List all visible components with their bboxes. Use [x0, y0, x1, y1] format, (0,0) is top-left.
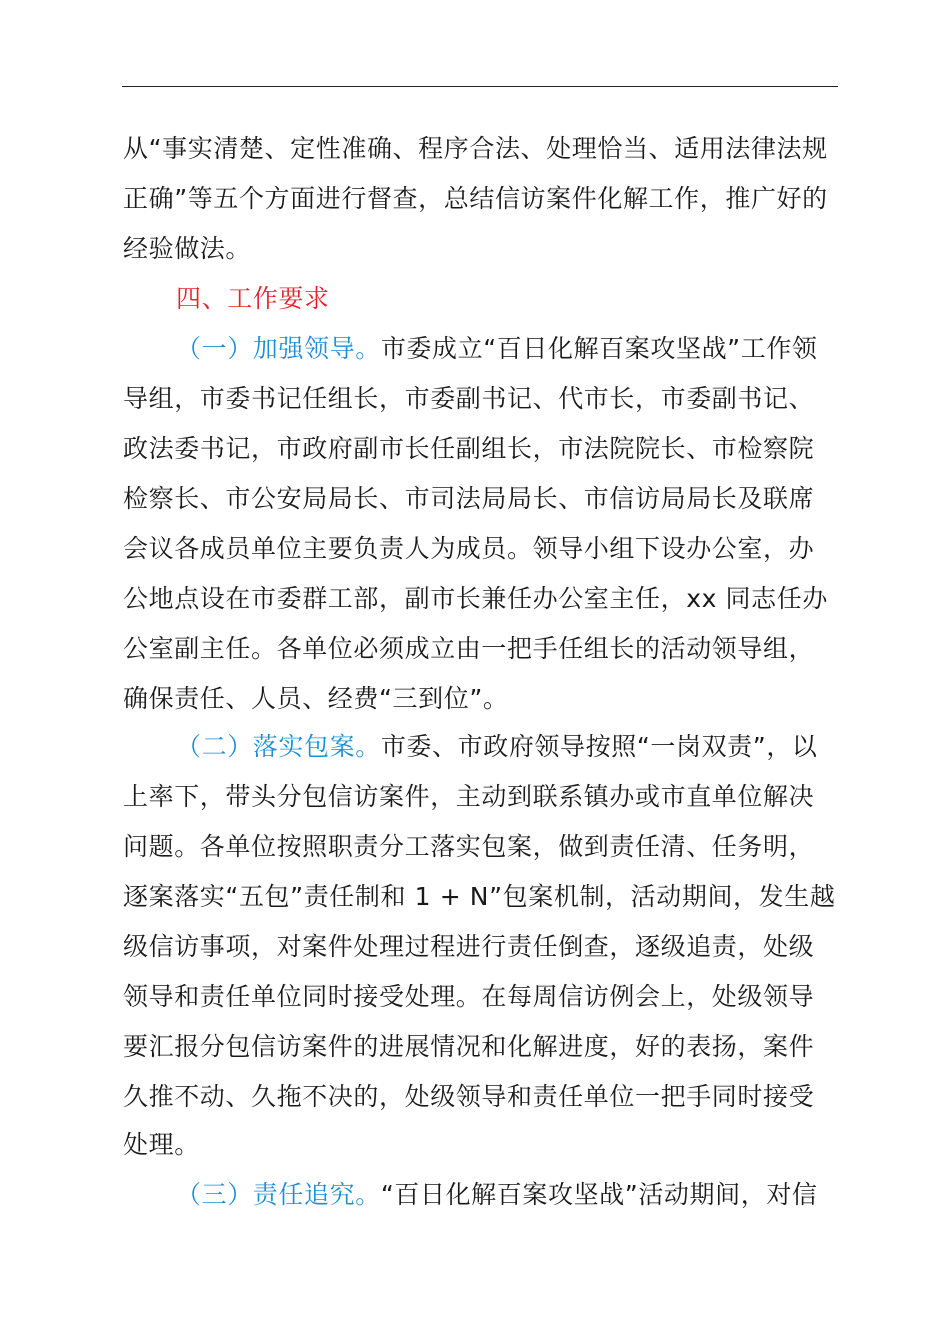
paragraph-text: 市委、市政府领导按照“一岗双责”，以	[380, 732, 818, 761]
text-line: 问题。各单位按照职责分工落实包案，做到责任清、任务明，	[123, 832, 815, 861]
paragraph-text: 市委成立“百日化解百案攻坚战”工作领	[380, 334, 818, 363]
text-line: 处理。	[123, 1130, 200, 1159]
text-line: 久推不动、久拖不决的，处级领导和责任单位一把手同时接受	[123, 1082, 815, 1111]
text-line: 要汇报分包信访案件的进展情况和化解进度，好的表扬，案件	[123, 1032, 815, 1061]
item-label: （二）落实包案。	[176, 732, 381, 761]
text-line: 检察长、市公安局局长、市司法局局长、市信访局局长及联席	[123, 484, 815, 513]
item-label: （三）责任追究。	[176, 1180, 381, 1209]
text-line: 确保责任、人员、经费“三到位”。	[123, 684, 509, 713]
paragraph-first-line	[176, 324, 916, 374]
paragraph-text: “百日化解百案攻坚战”活动期间，对信	[380, 1180, 818, 1209]
text-line: 上率下，带头分包信访案件，主动到联系镇办或市直单位解决	[123, 782, 815, 811]
text-line: 正确”等五个方面进行督查，总结信访案件化解工作，推广好的	[123, 184, 828, 213]
text-line: 级信访事项，对案件处理过程进行责任倒查，逐级追责，处级	[123, 932, 815, 961]
text-line: 领导和责任单位同时接受处理。在每周信访例会上，处级领导	[123, 982, 815, 1011]
text-line: 公地点设在市委群工部，副市长兼任办公室主任，xx 同志任办	[123, 584, 828, 613]
paragraph-first-line	[176, 1170, 916, 1220]
paragraph-first-line	[176, 722, 916, 772]
item-label: （一）加强领导。	[176, 334, 381, 363]
text-line: 公室副主任。各单位必须成立由一把手任组长的活动领导组，	[123, 634, 815, 663]
section-heading: 四、工作要求	[176, 284, 330, 313]
text-line: 政法委书记，市政府副市长任副组长，市法院院长、市检察院	[123, 434, 815, 463]
text-line: 会议各成员单位主要负责人为成员。领导小组下设办公室，办	[123, 534, 815, 563]
text-line: 从“事实清楚、定性准确、程序合法、处理恰当、适用法律法规	[123, 134, 828, 163]
header-rule	[122, 86, 838, 87]
text-line: 经验做法。	[123, 234, 252, 263]
text-line: 导组，市委书记任组长，市委副书记、代市长，市委副书记、	[123, 384, 815, 413]
text-line: 逐案落实“五包”责任制和 1 + N”包案机制，活动期间，发生越	[123, 882, 836, 911]
